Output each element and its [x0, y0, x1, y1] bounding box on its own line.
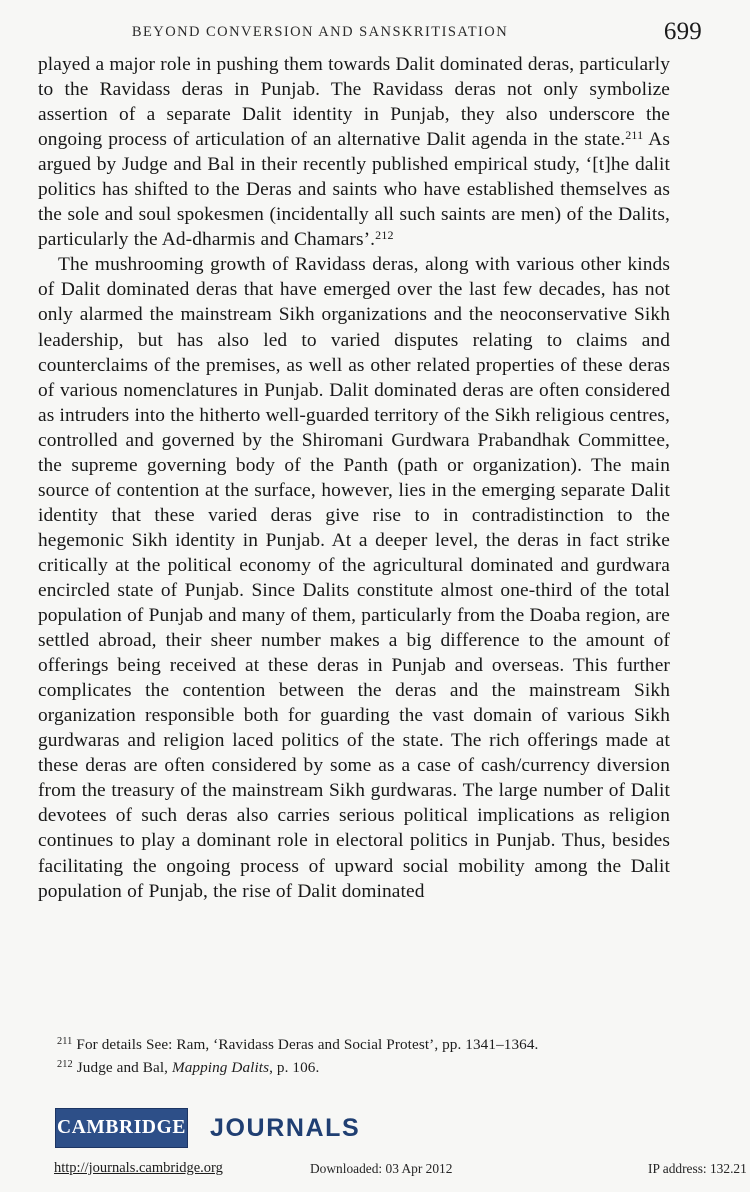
cambridge-badge: [55, 1108, 188, 1148]
page-number: 699: [663, 18, 702, 45]
cambridge-badge-label: CAMBRIDGE: [57, 1117, 186, 1139]
downloaded-date: Downloaded: 03 Apr 2012: [310, 1161, 453, 1176]
italic-title: Mapping Dalits: [171, 1059, 270, 1076]
journals-url-link[interactable]: http://journals.cambridge.org: [54, 1160, 223, 1176]
cambridge-journals-logo: [55, 1108, 360, 1148]
ip-address: IP address: 132.21: [648, 1161, 747, 1176]
download-meta-bar: [0, 1160, 750, 1186]
footnote-reference[interactable]: 212: [375, 228, 394, 243]
running-head: [40, 18, 710, 50]
running-head-title: BEYOND CONVERSION AND SANSKRITISATION: [131, 24, 509, 40]
footnote-number: 211: [57, 1035, 73, 1047]
body-paragraph: The mushrooming growth of Ravidass deras, along with various other kinds of Dalit dominated deras that have emerged over the last few decades, has not only alarmed the mainstream Sikh organizations and the neoconservative Sikh leadership, but has also led to varied disputes relating to claims and counterclaims of the premises, as well as other related properties of these deras of various nomenclatures in Punjab. Dalit dominated deras are often considered as intruders into the hitherto well-guarded territory of the Sikh religious centres, controlled and governed by the Shiromani Gurdwara Prabandhak Committee, the supreme governing body of the Panth (path or organization). The main source of contention at the surface, however, lies in the emerging separate Dalit identity that these varied deras give rise to in contradistinction to the hegemonic Sikh identity in Punjab. At a deeper level, the deras in fact strike critically at the political economy of the agricultural dominated and gurdwara encircled state of Punjab. Since Dalits constitute almost one-third of the total population of Punjab and many of them, particularly from the Doaba region, are settled abroad, their sheer number makes a big difference to the amount of offerings being received at these deras in Punjab and overseas. This further complicates the contention between the deras and the mainstream Sikh organization responsible both for guarding the vast domain of various Sikh gurdwaras and religion laced politics of the state. The rich offerings made at these deras are often considered by some as a case of cash/currency diversion from the treasury of the mainstream Sikh gurdwaras. The large number of Dalit devotees of such deras also carries serious political implications as religion continues to play a dominant role in electoral politics in Punjab. Thus, besides facilitating the ongoing process of upward social mobility among the Dalit population of Punjab, the rise of Dalit dominated: [38, 254, 671, 902]
footnote-entry: $^{212}$ Judge and Bal, Mapping Dalits, p. 106.: [57, 1058, 320, 1076]
journals-wordmark: JOURNALS: [210, 1113, 361, 1142]
body-text-column: [38, 52, 670, 904]
footnote-number: 212: [57, 1058, 73, 1070]
footnote-reference[interactable]: 211: [625, 127, 644, 142]
footnotes-block: [57, 1033, 672, 1079]
footnote-entry: $^{211}$ For details See: Ram, ‘Ravidass Deras and Social Protest’, pp. 1341–1364.: [57, 1035, 539, 1053]
body-paragraph: played a major role in pushing them towards Dalit dominated deras, particularly to the Ravidass deras in Punjab. The Ravidass deras not only symbolize assertion of a separate Dalit identity in Punjab, they also underscore the ongoing process of articulation of an alternative Dalit agenda in the state.$^{211}$ As argued by Judge and Bal in their recently published empirical study, ‘[t]he dalit politics has shifted to the Deras and saints who have established themselves as the sole and soul spokesmen (incidentally all such saints are men) of the Dalits, particularly the Ad-dharmis and Chamars’.$^{212}$: [38, 54, 670, 251]
